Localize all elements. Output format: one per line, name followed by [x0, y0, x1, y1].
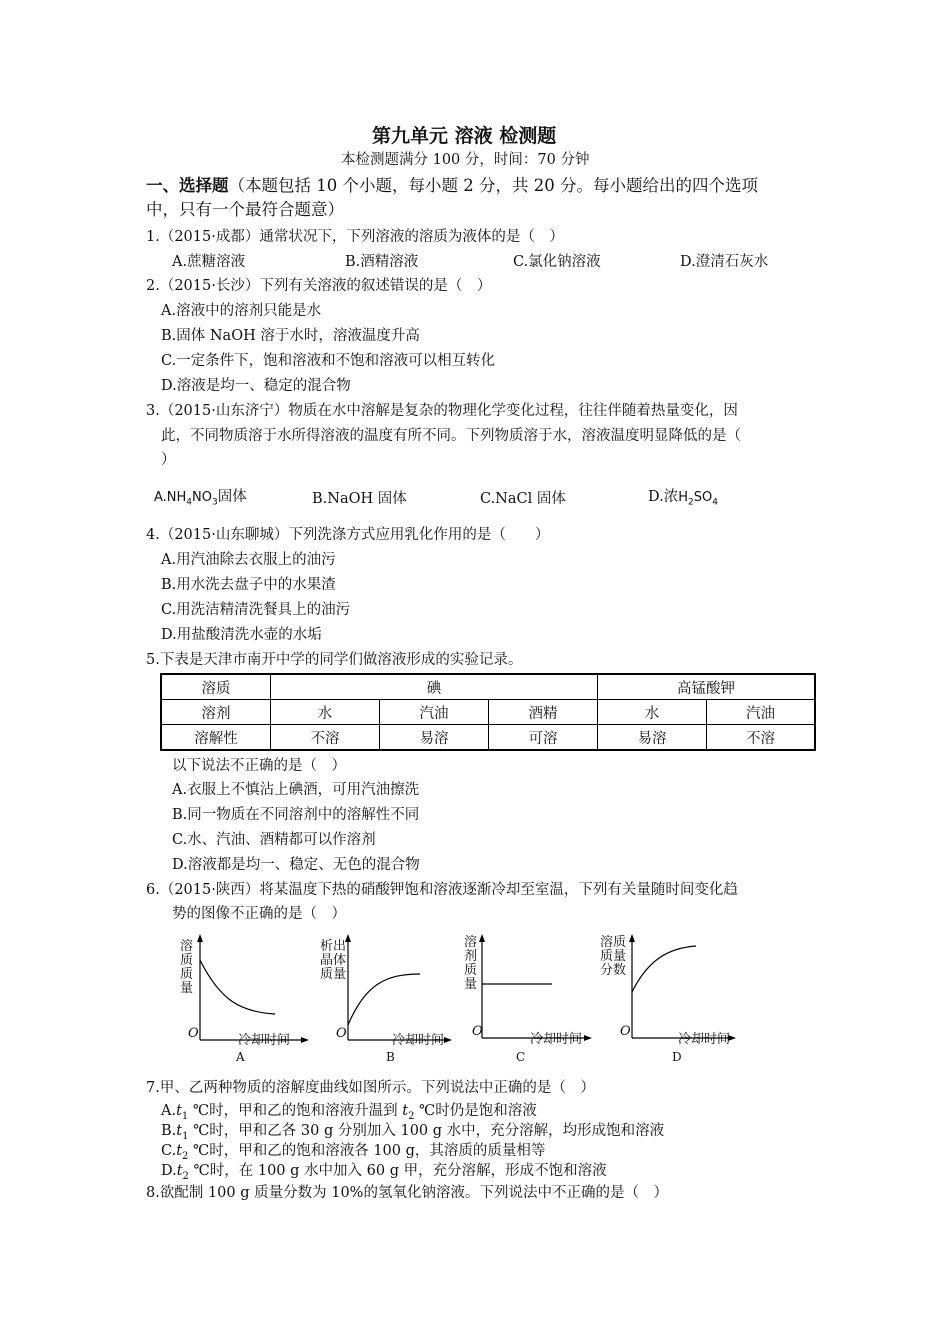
ylabel-char: 质 [464, 963, 478, 978]
table-cell: 溶解性 [161, 725, 271, 751]
table-row [161, 725, 815, 751]
q5-option-a: A.衣服上不慎沾上碘酒，可用汽油擦洗 [172, 782, 420, 798]
q3-option-a-formula [166, 490, 218, 508]
q8-stem: 8.欲配制 100 g 质量分数为 10%的氢氧化钠溶液。下列说法中不正确的是（ ） [146, 1185, 668, 1201]
graph-a-xlabel: 冷却时间 [238, 1033, 291, 1048]
graph-d-ylabel [600, 936, 632, 978]
graph-d-origin: O [620, 1024, 631, 1039]
table-cell: 可溶 [489, 725, 598, 751]
graph-a-curve [200, 960, 275, 1014]
q4-option-c: C.用洗洁精清洗餐具上的油污 [161, 602, 351, 618]
table-cell: 水 [598, 700, 707, 725]
q1-option-c: C.氯化钠溶液 [513, 254, 601, 270]
q6-line2: 势的图像不正确的是（ ） [172, 906, 346, 922]
graph-b-curve [348, 974, 420, 1025]
q2-option-d: D.溶液是均一、稳定的混合物 [161, 378, 351, 394]
formula-part: SO [693, 490, 713, 505]
section-heading-label: 一、选择题 [146, 176, 229, 195]
q3-line1: 3.（2015·山东济宁）物质在水中溶解是复杂的物理化学变化过程，往往伴随着热量变化，因 [146, 403, 738, 419]
table-cell: 溶质 [161, 674, 271, 700]
formula-sub: 4 [712, 497, 718, 508]
formula-sub: 2 [688, 497, 694, 508]
graph-d [598, 930, 748, 1070]
q3-option-d [648, 487, 718, 513]
option-letter: B. [161, 1123, 177, 1139]
option-text: ℃时，在 100 g 水中加入 60 g 甲，充分溶解，形成不饱和溶液 [188, 1163, 607, 1179]
q3-option-a [154, 487, 247, 513]
ylabel-char: 溶 [464, 935, 478, 950]
q4-option-d: D.用盐酸清洗水壶的水垢 [161, 627, 322, 643]
section-desc-line2: 中，只有一个最符合题意） [146, 200, 344, 219]
table-row [161, 674, 815, 700]
temp-sub: 2 [182, 1150, 189, 1162]
formula-part: NO [192, 490, 212, 505]
graph-c [460, 930, 610, 1070]
q4-option-b: B.用水洗去盘子中的水果渣 [161, 577, 336, 593]
graph-a-ylabel [180, 940, 196, 996]
table-cell: 碘 [271, 674, 598, 700]
section-heading [146, 176, 758, 196]
table-cell: 不溶 [271, 725, 380, 751]
graph-d-curve [632, 946, 696, 992]
option-text: ℃时，甲和乙的饱和溶液升温到 [188, 1103, 403, 1119]
formula-sub: 3 [212, 497, 218, 508]
q3-option-d-formula [678, 490, 718, 508]
table-cell: 水 [271, 700, 380, 725]
ylabel-line: 质量 [320, 967, 347, 982]
ylabel-line: 晶体 [320, 953, 347, 968]
graph-d-xlabel: 冷却时间 [678, 1032, 731, 1047]
option-letter: D. [161, 1163, 177, 1179]
graph-b [320, 930, 470, 1070]
formula-part: H [678, 490, 688, 505]
ylabel-char: 质 [180, 967, 194, 982]
q1-option-d: D.澄清石灰水 [680, 254, 769, 270]
table-row [161, 700, 815, 725]
table-cell: 高锰酸钾 [598, 674, 816, 700]
q7-stem: 7.甲、乙两种物质的溶解度曲线如图所示。下列说法中正确的是（ ） [146, 1080, 595, 1096]
graph-c-label: C [516, 1050, 526, 1064]
temp-sub: 2 [408, 1110, 415, 1122]
table-cell: 酒精 [489, 700, 598, 725]
table-cell: 不溶 [707, 725, 816, 751]
q6-line1: 6.（2015·陕西）将某温度下热的硝酸钾饱和溶液逐渐冷却至室温，下列有关量随时间变化趋 [146, 882, 738, 898]
q4-stem: 4.（2015·山东聊城）下列洗涤方式应用乳化作用的是（ ） [146, 527, 550, 543]
subtitle: 本检测题满分 100 分，时间：70 分钟 [341, 152, 590, 168]
temp-sub: 2 [182, 1170, 189, 1182]
q5-option-c: C.水、汽油、酒精都可以作溶剂 [172, 832, 376, 848]
temp-symbol: t [176, 1103, 182, 1119]
graph-b-ylabel [320, 940, 348, 982]
q3-option-d-prefix: D.浓 [648, 489, 679, 505]
temp-sub: 1 [182, 1130, 189, 1142]
ylabel-line: 溶质 [600, 935, 627, 950]
option-letter: A. [161, 1103, 177, 1119]
temp-sub: 1 [181, 1110, 189, 1122]
q2-stem: 2.（2015·长沙）下列有关溶液的叙述错误的是（ ） [146, 278, 492, 294]
q3-option-b: B.NaOH 固体 [312, 491, 407, 507]
ylabel-char: 质 [180, 953, 194, 968]
page-title: 第九单元 溶液 检测题 [372, 125, 557, 147]
ylabel-line: 析出 [320, 939, 347, 954]
graph-a [180, 930, 330, 1070]
section-desc-line1: （本题包括 10 个小题，每小题 2 分，共 20 分。每小题给出的四个选项 [228, 176, 758, 195]
solubility-table [160, 673, 816, 751]
q3-option-c: C.NaCl 固体 [480, 491, 566, 507]
table-cell: 易溶 [598, 725, 707, 751]
ylabel-char: 溶 [180, 939, 194, 954]
graph-b-origin: O [336, 1026, 347, 1041]
option-letter: C. [161, 1143, 177, 1159]
option-text: ℃时，甲和乙的饱和溶液各 100 g，其溶质的质量相等 [188, 1143, 546, 1159]
q5-option-b: B.同一物质在不同溶剂中的溶解性不同 [172, 807, 420, 823]
formula-part: NH [166, 490, 187, 505]
q4-option-a: A.用汽油除去衣服上的油污 [161, 552, 336, 568]
ylabel-char: 量 [464, 977, 478, 992]
option-text: ℃时，甲和乙各 30 g 分别加入 100 g 水中，充分溶解，均形成饱和溶液 [188, 1123, 665, 1139]
table-cell: 易溶 [380, 725, 489, 751]
q2-option-c: C.一定条件下，饱和溶液和不饱和溶液可以相互转化 [161, 353, 496, 369]
ylabel-line: 质量 [600, 949, 627, 964]
table-cell: 汽油 [380, 700, 489, 725]
q3-line2: 此，不同物质溶于水所得溶液的温度有所不同。下列物质溶于水，溶液温度明显降低的是（ [161, 428, 741, 444]
q3-option-a-prefix: A. [154, 490, 167, 505]
q5-ask: 以下说法不正确的是（ ） [172, 758, 346, 774]
q5-option-d: D.溶液都是均一、稳定、无色的混合物 [172, 857, 420, 873]
q5-stem: 5.下表是天津市南开中学的同学们做溶液形成的实验记录。 [146, 652, 523, 668]
table-cell: 溶剂 [161, 700, 271, 725]
ylabel-char: 量 [180, 981, 194, 996]
graph-d-label: D [672, 1050, 682, 1064]
q2-option-a: A.溶液中的溶剂只能是水 [161, 303, 322, 319]
graph-a-plot [180, 930, 330, 1070]
graph-b-label: B [386, 1050, 395, 1064]
option-text: ℃时仍是饱和溶液 [414, 1103, 537, 1119]
ylabel-line: 分数 [600, 963, 627, 978]
graph-c-ylabel [464, 936, 480, 992]
temp-symbol: t [402, 1103, 409, 1119]
q1-stem: 1.（2015·成都）通常状况下，下列溶液的溶质为液体的是（ ） [146, 229, 564, 245]
ylabel-char: 剂 [464, 949, 478, 964]
graph-c-xlabel: 冷却时间 [530, 1032, 583, 1047]
temp-symbol: t [176, 1143, 183, 1159]
graph-a-origin: O [188, 1026, 199, 1041]
table-cell: 汽油 [707, 700, 816, 725]
graph-b-xlabel: 冷却时间 [392, 1033, 445, 1048]
formula-sub: 4 [186, 497, 193, 508]
q1-option-a: A.蔗糖溶液 [172, 254, 246, 270]
q3-option-a-suffix: 固体 [217, 489, 247, 505]
temp-symbol: t [176, 1123, 183, 1139]
q2-option-b: B.固体 NaOH 溶于水时，溶液温度升高 [161, 328, 420, 344]
q1-option-b: B.酒精溶液 [345, 254, 419, 270]
graph-c-plot [460, 930, 610, 1070]
q3-line3: ） [161, 452, 176, 468]
temp-symbol: t [176, 1163, 183, 1179]
graph-c-origin: O [472, 1024, 483, 1039]
graph-a-label: A [236, 1050, 245, 1064]
